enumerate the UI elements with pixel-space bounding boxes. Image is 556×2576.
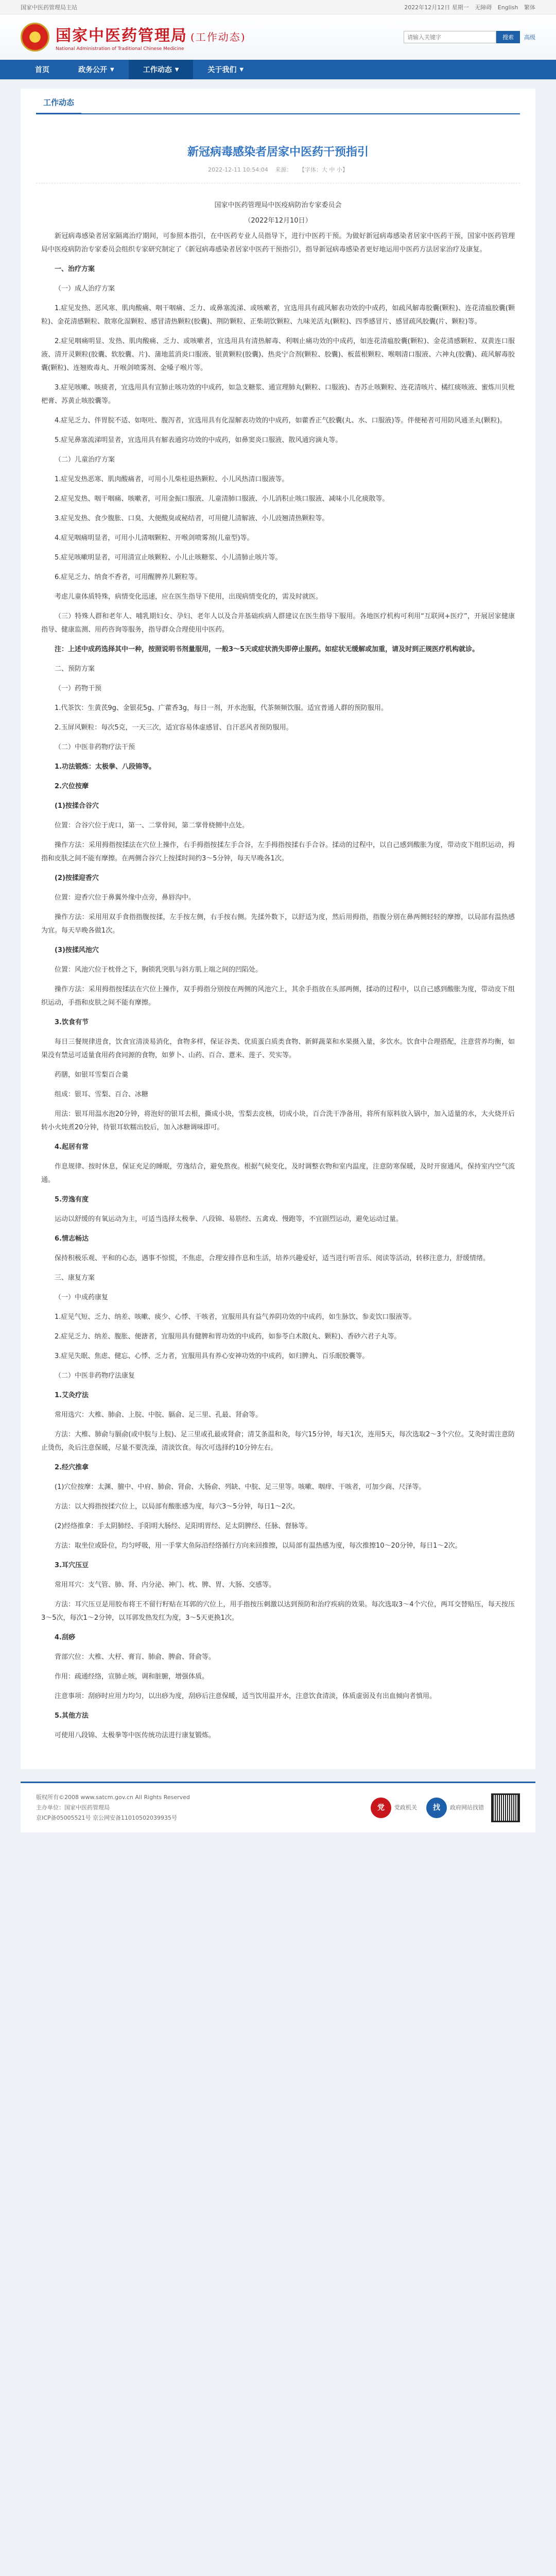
article-paragraph: 新冠病毒感染者居家隔离治疗期间，可参照本指引，在中医药专业人员指导下，进行中医药干预。为做好新冠病毒感染者居家中医药干预，国家中医药管理局中医疫病防治专家委员会组织专家研究制定了《新冠病毒感染者居家中医药干预指引》，指导新冠病毒感染者更好地运用中医药方法居家治疗及康复。 — [41, 232, 515, 253]
article-paragraph: （一）药物干预 — [55, 685, 102, 692]
article-paragraph: 每日三餐规律进食，饮食宜清淡易消化，食物多样，保证谷类、优质蛋白质类食物、新鲜蔬菜和水果摄入量，多饮水。饮食中合理搭配，注意营养均衡，如果没有禁忌可适量食用药食同源的食物，如萝卜、山药、百合、薏米、莲子、芡实等。 — [41, 1038, 515, 1059]
article-paragraph: 二、预防方案 — [55, 665, 95, 673]
article-paragraph: 国家中医药管理局中医疫病防治专家委员会 — [214, 201, 342, 209]
article-paragraph: 操作方法：采用拇指按揉法在穴位上操作，双手拇指分别按在两侧的风池穴上，其余手指放在头部两侧，揉动的过程中，以自己感到酸胀为度，带动皮下组织运动，手指和皮肤之间不能有摩擦。 — [41, 986, 515, 1007]
magnifier-icon: 找 — [426, 1798, 447, 1818]
font-size-switcher[interactable]: 【字体：大 中 小】 — [299, 166, 348, 173]
article-paragraph: 操作方法：采用拇指按揉法在穴位上操作，右手拇指按揉左手合谷，左手拇指按揉右手合谷。揉动的过程中，以自己感到酸胀为度，带动皮下组织运动，拇指和皮肤之间不能有摩擦。在两侧合谷穴上按揉时间约3～5分钟，每天早晚各1次。 — [41, 841, 515, 862]
article-paragraph: 6.症见乏力、纳食不香者，可用醒脾养儿颗粒等。 — [55, 573, 202, 581]
site-footer — [21, 1782, 535, 1833]
article-paragraph: 2.症见发热、咽干咽痛、咳嗽者，可用金振口服液、儿童清肺口服液、小儿消积止咳口服液、减味小儿化痰散等。 — [55, 495, 389, 503]
article-paragraph: （二）中医非药物疗法康复 — [55, 1372, 135, 1380]
article-paragraph: 1.症见发热恶寒、肌肉酸痛者，可用小儿柴桂退热颗粒、小儿风热清口服液等。 — [55, 476, 289, 483]
site-logo[interactable] — [21, 23, 246, 52]
site-header — [0, 14, 556, 60]
section-tab-bar — [36, 89, 520, 114]
nav-item-label: 关于我们 — [207, 66, 237, 74]
nav-item-home[interactable] — [21, 60, 64, 79]
search-input[interactable] — [404, 31, 496, 43]
nav-item-news[interactable] — [129, 60, 194, 79]
article-paragraph: 三、康复方案 — [55, 1274, 95, 1282]
nav-item-label: 工作动态 — [143, 66, 172, 74]
footer-copyright: 版权所有©2008 www.satcm.gov.cn All Rights Reserved — [36, 1794, 190, 1801]
article-subheading: 5.其他方法 — [55, 1712, 89, 1720]
article-paragraph: 操作方法：采用用双手食指指腹按揉，左手按左侧，右手按右侧。先揉外数下，以舒适为度，然后用拇指，指腹分别在鼻两侧轻轻的摩擦，以局部有温热感为宜。每天早晚各做1次。 — [41, 913, 515, 935]
article-paragraph: 位置：迎香穴位于鼻翼外缘中点旁，鼻唇沟中。 — [55, 894, 196, 902]
article-paragraph: 1.代茶饮：生黄芪9g、金银花5g、广藿香3g，每日一剂，开水泡服，代茶频频饮服。适宜普通人群的预防服用。 — [55, 704, 388, 712]
search-button[interactable]: 搜索 — [496, 31, 520, 43]
party-gov-label: 党政机关 — [394, 1804, 417, 1811]
article-paragraph: 4.症见乏力、伴胃脘不适、如呕吐、腹泻者，宜选用具有化湿解表功效的中成药，如藿香正气胶囊(丸、水、口服液)等。伴便秘者可用防风通圣丸(颗粒)。 — [55, 417, 507, 425]
article-title: 新冠病毒感染者居家中医药干预指引 — [187, 146, 369, 159]
article-paragraph: 方法：取坐位或卧位，均匀呼吸，用一手掌大鱼际沿经络循行方向来回推擦，以局部有温热感为度，每次推擦10～20分钟，每日1～2次。 — [55, 1542, 462, 1550]
party-gov-badge[interactable] — [371, 1798, 417, 1818]
article-paragraph: 作用：疏通经络，宣肺止咳，调和脏腑，增强体质。 — [55, 1673, 209, 1681]
article-paragraph: （二）儿童治疗方案 — [55, 456, 115, 464]
article-paragraph: 用法：银耳用温水泡20分钟，将泡好的银耳去根，撕成小块，雪梨去皮核，切成小块，百合洗干净备用，将所有原料放入锅中，加入适量的水，大火烧开后转小火炖煮20分钟，待银耳软糯出胶后，加入冰糖调味即可。 — [41, 1110, 515, 1131]
article-paragraph: (2)经络推拿：手太阴肺经、手阳明大肠经、足阳明胃经、足太阴脾经、任脉、督脉等。 — [55, 1522, 312, 1530]
article-subheading: (1)按揉合谷穴 — [55, 802, 99, 810]
gov-error-badge[interactable] — [426, 1798, 484, 1818]
article-subheading: 4.起居有常 — [55, 1143, 89, 1151]
content-panel — [21, 89, 535, 1769]
article-paragraph: 2.症见咽痛明显、发热、肌肉酸痛、乏力、或咳嗽者，宜选用具有清热解毒、利咽止痛功效的中成药，如连花清瘟胶囊(颗粒)、金花清感颗粒、双黄连口服液、清开灵颗粒(胶囊、软胶囊、片)、蒲地蓝消炎口服液、银黄颗粒(胶囊)、热炎宁合剂(颗粒、胶囊)、板蓝根颗粒、喉咽清口服液、六神丸(胶囊)、疏风解毒胶囊(颗粒)、连翘败毒丸、开喉剑喷雾剂、金嗓子喉片等。 — [41, 337, 515, 372]
topbar-links — [400, 3, 535, 11]
topbar-date: 2022年12月12日 星期一 — [404, 4, 469, 11]
party-gov-icon: 党 — [371, 1798, 391, 1818]
site-title — [56, 23, 246, 45]
topbar-link-traditional[interactable]: 繁体 — [524, 4, 535, 11]
nav-item-label: 政务公开 — [78, 66, 107, 74]
article-paragraph: 方法：耳穴压豆是用胶布将王不留行籽贴在耳郭的穴位上，用手指按压刺激以达到预防和治疗疾病的效果。每次选取3～4个穴位，两耳交替贴压，每天按压3～5次，每次1～2分钟，以耳郭发热发红为度，3～5天更换1次。 — [41, 1601, 515, 1622]
footer-badges — [361, 1793, 520, 1822]
advanced-search-link[interactable]: 高级 — [524, 34, 535, 41]
article-paragraph: 3.症见咳嗽、咳痰者，宜选用具有宣肺止咳功效的中成药，如急支糖浆、通宣理肺丸(颗粒、口服液)、杏苏止咳颗粒、连花清咳片、橘红痰咳液、蜜炼川贝枇杷膏、苏黄止咳胶囊等。 — [41, 384, 515, 405]
article-paragraph: 注意事项：刮痧时应用力均匀，以出痧为度，刮痧后注意保暖，适当饮用温开水，注意饮食清淡，体质虚弱及有出血倾向者慎用。 — [55, 1692, 437, 1700]
article-paragraph: （三）特殊人群和老年人、哺乳期妇女、孕妇、老年人以及合并基础疾病人群建议在医生指导下服用。各地医疗机构可利用“互联网+医疗”，开展居家健康指导、健康监测、用药咨询等服务，指导群众合理使用中医药。 — [41, 613, 515, 634]
article-paragraph: 2.玉屏风颗粒：每次5克，一天三次，适宜容易体虚感冒、自汗恶风者预防服用。 — [55, 724, 293, 732]
article-paragraph: (1)穴位按摩：太渊、膻中、中府、肺俞、肾俞、大肠俞、列缺、中脘、足三里等。咳嗽、咽痒、干咳者，可加少商、尺泽等。 — [55, 1483, 426, 1491]
article-paragraph: 5.症见咳嗽明显者，可用清宣止咳颗粒、小儿止咳糖浆、小儿清肺止咳片等。 — [55, 554, 282, 562]
site-title-english: National Administration of Traditional Chinese Medicine — [56, 46, 184, 52]
article-date: 2022-12-11 10:54:04 — [208, 166, 268, 173]
article-paragraph: 考虑儿童体质特殊，病情变化迅速，应在医生指导下使用，出现病情变化的，需及时就医。 — [55, 593, 323, 601]
main-nav — [0, 60, 556, 79]
nav-item-about[interactable] — [193, 60, 258, 79]
article-paragraph: 1.症见气短、乏力、纳差、咳嗽、痰少、心悸、干咳者，宜服用具有益气养阴功效的中成药，如生脉饮、参麦饮口服液等。 — [55, 1313, 416, 1321]
article-meta — [36, 165, 520, 183]
chevron-down-icon: ▼ — [175, 66, 179, 73]
article-paragraph: （2022年12月10日） — [244, 217, 312, 225]
nav-item-label: 首页 — [35, 66, 49, 74]
site-subtitle-tag: (工作动态) — [190, 31, 246, 43]
top-utility-bar — [0, 0, 556, 14]
article-paragraph: 位置：合谷穴位于虎口，第一、二掌骨间，第二掌骨桡侧中点处。 — [55, 822, 249, 829]
article-paragraph: 2.症见乏力、纳差、腹胀、便溏者，宜服用具有健脾和胃功效的中成药，如参苓白术散(丸、颗粒)、香砂六君子丸等。 — [55, 1333, 401, 1341]
article-paragraph: 组成：银耳、雪梨、百合、冰糖 — [55, 1091, 149, 1098]
article-paragraph: （二）中医非药物疗法干预 — [55, 743, 135, 751]
gov-error-label: 政府网站找错 — [450, 1804, 484, 1811]
site-title-text: 国家中医药管理局 — [56, 27, 187, 45]
article-subheading: 4.刮痧 — [55, 1634, 75, 1641]
article-paragraph: 5.症见鼻塞流涕明显者，宜选用具有解表通窍功效的中成药，如鼻窦炎口服液、散风通窍滴丸等。 — [55, 436, 342, 444]
article-body — [36, 183, 520, 1742]
national-emblem-icon: ★ — [21, 23, 49, 52]
chevron-down-icon: ▼ — [110, 66, 114, 73]
article-subheading: 一、治疗方案 — [55, 265, 95, 273]
article-paragraph: 3.症见发热、食少腹胀、口臭、大便酸臭或秘结者，可用健儿清解液、小儿豉翘清热颗粒等。 — [55, 515, 329, 522]
article-source: 来源： — [275, 166, 292, 173]
article-paragraph: 3.症见失眠、焦虑、健忘、心悸、乏力者，宜服用具有养心安神功效的中成药，如归脾丸、百乐眠胶囊等。 — [55, 1352, 369, 1360]
article-subheading: 5.劳逸有度 — [55, 1196, 89, 1204]
qr-code-icon — [491, 1793, 520, 1822]
article-subheading: 6.情志畅达 — [55, 1235, 89, 1243]
chevron-down-icon: ▼ — [239, 66, 244, 73]
article-paragraph: 常用耳穴：支气管、肺、肾、内分泌、神门、枕、脾、胃、大肠、交感等。 — [55, 1581, 276, 1589]
article-paragraph: 运动以舒缓的有氧运动为主，可适当选择太极拳、八段锦、易筋经、五禽戏、慢跑等，不宜剧烈运动，避免运动过量。 — [55, 1215, 403, 1223]
footer-icp: 京ICP备05005521号 京公网安备11010502039935号 — [36, 1815, 178, 1821]
article-paragraph: 药膳，如银耳雪梨百合羹 — [55, 1071, 129, 1079]
article-paragraph: （一）成人治疗方案 — [55, 285, 115, 293]
article-paragraph: （一）中成药康复 — [55, 1294, 109, 1301]
article-subheading: 1.功法锻炼：太极拳、八段锦等。 — [55, 763, 155, 771]
article-paragraph: 位置：风池穴位于枕骨之下，胸锁乳突肌与斜方肌上端之间的凹陷处。 — [55, 966, 263, 974]
article-subheading: 1.艾灸疗法 — [55, 1392, 89, 1399]
nav-item-government[interactable] — [64, 60, 129, 79]
topbar-link-english[interactable]: English — [497, 4, 518, 11]
article-paragraph: 方法：以大拇指按揉穴位上，以局部有酸胀感为度，每穴3～5分钟，每日1～2次。 — [55, 1503, 300, 1511]
search-box — [404, 31, 535, 43]
topbar-link-accessibility[interactable]: 无障碍 — [475, 4, 492, 11]
article-subheading: 2.穴位按摩 — [55, 783, 89, 790]
topbar-site-link[interactable]: 国家中医药管理局主站 — [21, 4, 77, 11]
article-subheading: 3.饮食有节 — [55, 1019, 89, 1026]
footer-info — [36, 1792, 190, 1823]
article-paragraph: 背部穴位：大椎、大杼、膏肓、肺俞、脾俞、肾俞等。 — [55, 1653, 216, 1661]
article-subheading: (3)按揉风池穴 — [55, 946, 99, 954]
article-subheading: (2)按揉迎香穴 — [55, 874, 99, 882]
article-paragraph: 常用选穴：大椎、肺俞、上脘、中脘、膈俞、足三里、孔最、肾俞等。 — [55, 1411, 263, 1419]
article-paragraph: 1.症见发热、恶风寒、肌肉酸痛、咽干咽痛、乏力、或鼻塞流涕、或咳嗽者，宜选用具有疏风解表功效的中成药，如疏风解毒胶囊(颗粒)、连花清瘟胶囊(颗粒)、金花清感颗粒、散寒化湿颗粒、感冒清热颗粒(胶囊)、荆防颗粒、正柴胡饮颗粒、九味羌活丸(颗粒)、四季感冒片、感冒疏风胶囊(片、颗粒)等。 — [41, 304, 515, 326]
article-paragraph: 4.症见咽痛明显者，可用小儿清咽颗粒、开喉剑喷雾剂(儿童型)等。 — [55, 534, 254, 542]
article-subheading: 3.耳穴压豆 — [55, 1562, 89, 1569]
article-paragraph: 可使用八段锦、太极拳等中医传统功法进行康复锻炼。 — [55, 1732, 216, 1739]
tab-news[interactable]: 工作动态 — [36, 97, 81, 114]
article-subheading: 2.经穴推拿 — [55, 1464, 89, 1471]
article-paragraph: 作息规律、按时休息，保证充足的睡眠，劳逸结合，避免熬夜。根据气候变化，及时调整衣物和室内温度，注意防寒保暖，及时开窗通风，保持室内空气流通。 — [41, 1163, 515, 1184]
article-paragraph: 方法：大椎、肺俞与膈俞(或中脘与上脘)、足三里或孔最或肾俞；清艾条温和灸，每穴15分钟，每天1次，连用5天，每次选取2～3个穴位。艾灸时需注意防止烫伤，灸后注意保暖，尽量不要洗澡，清淡饮食。每次可选择约10分钟左右。 — [41, 1431, 515, 1452]
article-subheading: 注：上述中成药选择其中一种，按照说明书剂量服用，一般3～5天或症状消失即停止服药。如症状无缓解或加重，请及时到正规医疗机构就诊。 — [55, 646, 479, 653]
footer-sponsor: 主办单位：国家中医药管理局 — [36, 1804, 110, 1811]
article-paragraph: 保持积极乐观、平和的心态，遇事不惊慌，不焦虑，合理安排作息和生活，培养兴趣爱好，适当进行听音乐、阅读等活动，转移注意力，舒缓情绪。 — [55, 1255, 490, 1262]
